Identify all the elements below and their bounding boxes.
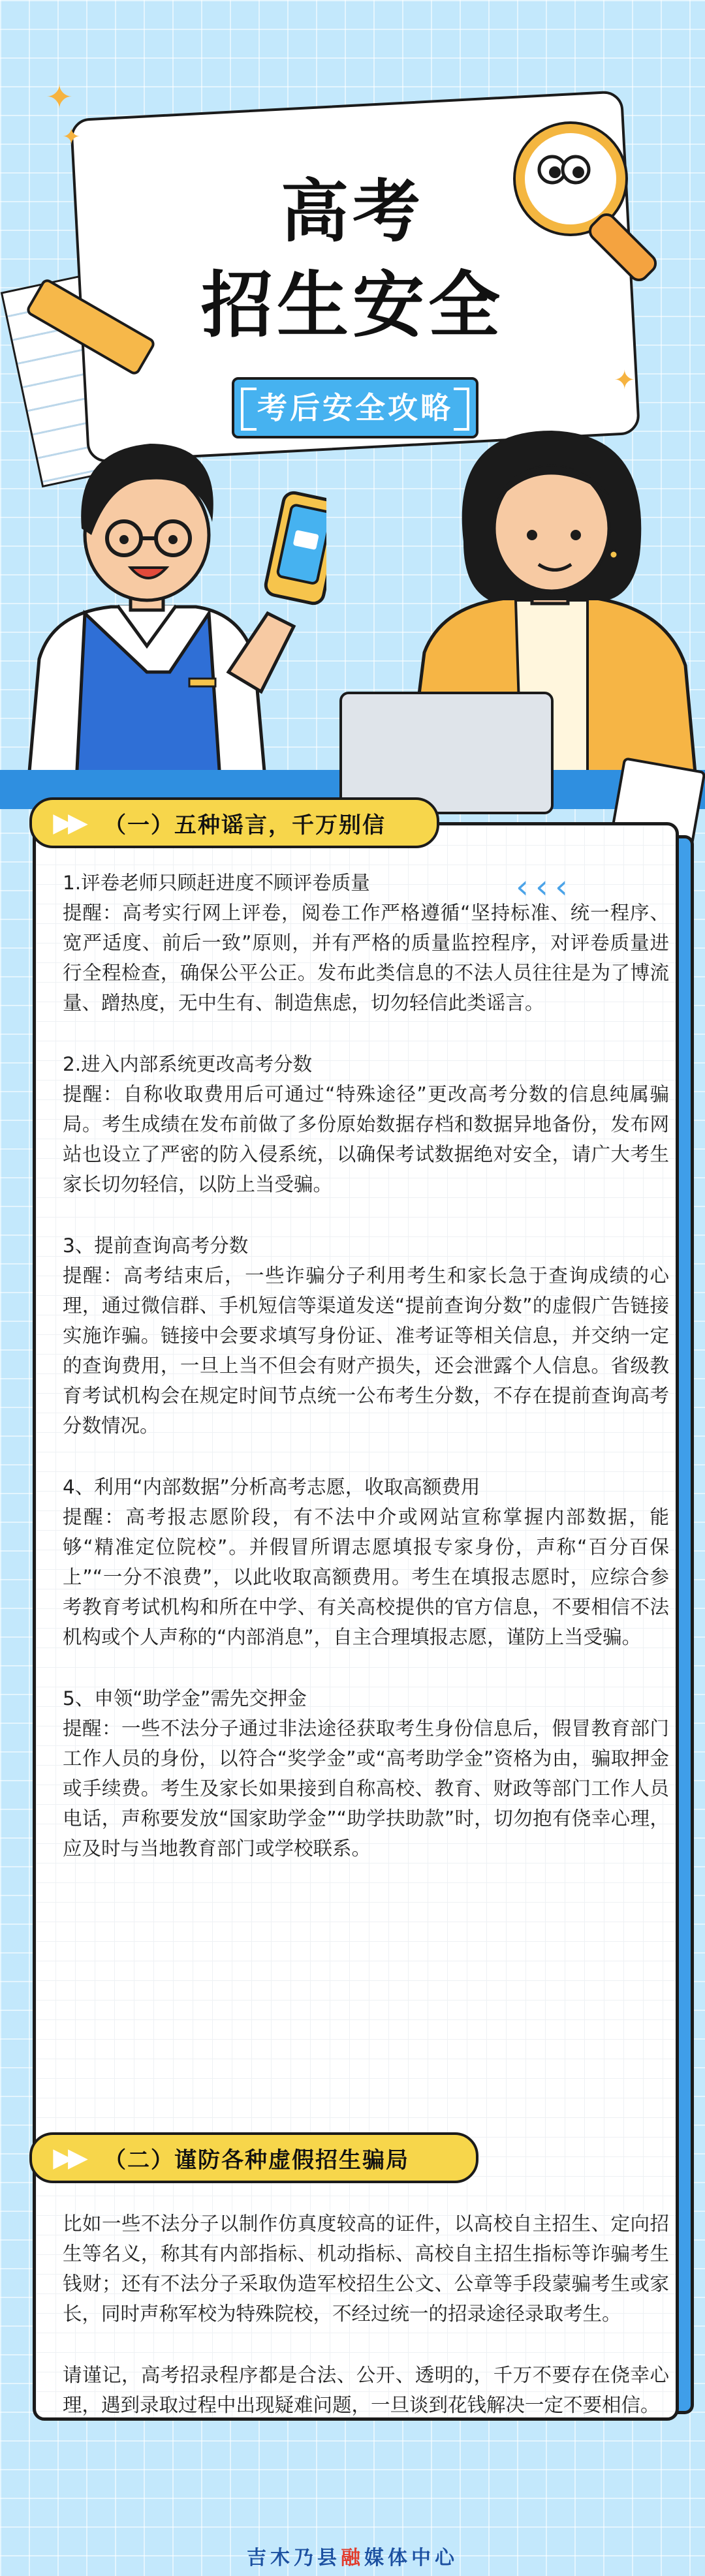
section-1-banner bbox=[29, 797, 439, 848]
laptop-icon bbox=[339, 692, 554, 814]
star-icon: ✦ bbox=[614, 365, 636, 395]
rumor-5-body: 提醒：一些不法分子通过非法途径获取考生身份信息后，假冒教育部门工作人员的身份，以符合“奖学金”或“高考助学金”资格为由，骗取押金或手续费。考生及家长如果接到自称高校、教育、财政等部门工作人员电话，声称要发放“国家助学金”“助学扶助款”时，切勿抱有侥幸心理，应及时与当地教育部门或学校联系。 bbox=[63, 1717, 669, 1860]
footer-accent: 融 bbox=[341, 2547, 364, 2569]
footer-prefix: 吉木乃县 bbox=[247, 2547, 341, 2569]
footer-suffix: 媒体中心 bbox=[364, 2547, 458, 2569]
section-2-content bbox=[63, 2209, 669, 2420]
arrows-icon: ▶▶ bbox=[53, 2143, 83, 2173]
rumor-3-heading: 3、提前查询高考分数 bbox=[63, 1234, 249, 1257]
footer-credit bbox=[0, 2541, 705, 2574]
teacher-man-illustration bbox=[13, 398, 326, 809]
rumor-2-body: 提醒：自称收取费用后可通过“特殊途径”更改高考分数的信息纯属骗局。考生成绩在发布前做了多份原始数据存档和数据异地备份，发布网站也设立了严密的防入侵系统，以确保考试数据绝对安全，请广大考生家长切勿轻信，以防上当受骗。 bbox=[63, 1083, 669, 1195]
title-line-2: 招生安全 bbox=[201, 264, 504, 347]
chevrons-decoration: ‹‹‹ bbox=[516, 868, 574, 906]
section-2-title: （二）谨防各种虚假招生骗局 bbox=[104, 2147, 409, 2173]
section-2-banner bbox=[29, 2132, 478, 2183]
arrows-icon: ▶▶ bbox=[53, 808, 83, 838]
star-icon: ✦ bbox=[62, 124, 81, 150]
section-2-paragraph: 比如一些不法分子以制作仿真度较高的证件，以高校自主招生、定向招生等名义，称其有内部指标、机动指标、高校自主招生指标等诈骗考生钱财；还有不法分子采取伪造军校招生公文、公章等手段蒙骗考生或家长，同时声称军校为特殊院校，不经过统一的招录途径录取考生。 bbox=[63, 2213, 669, 2325]
rumor-1-heading: 1.评卷老师只顾赶进度不顾评卷质量 bbox=[63, 872, 370, 894]
subtitle-badge: 考后安全攻略 bbox=[232, 377, 478, 438]
section-1-title: （一）五种谣言，千万别信 bbox=[104, 812, 386, 838]
title-line-1: 高考 bbox=[280, 172, 424, 251]
section-2-paragraph: 请谨记，高考招录程序都是合法、公开、透明的，千万不要存在侥幸心理，遇到录取过程中出现疑难问题，一旦谈到花钱解决一定不要相信。 bbox=[63, 2364, 669, 2416]
rumor-2-heading: 2.进入内部系统更改高考分数 bbox=[63, 1053, 313, 1075]
star-icon: ✦ bbox=[46, 78, 73, 116]
rumor-1-body: 提醒：高考实行网上评卷，阅卷工作严格遵循“坚持标准、统一程序、宽严适度、前后一致”原则，并有严格的质量监控程序，对评卷质量进行全程检查，确保公平公正。发布此类信息的不法人员往往是为了博流量、蹭热度，无中生有、制造焦虑，切勿轻信此类谣言。 bbox=[63, 902, 669, 1014]
rumor-5-heading: 5、申领“助学金”需先交押金 bbox=[63, 1687, 307, 1710]
section-1-content bbox=[63, 868, 669, 1863]
rumor-4-heading: 4、利用“内部数据”分析高考志愿，收取高额费用 bbox=[63, 1476, 480, 1498]
hero-illustration bbox=[0, 0, 705, 809]
rumor-3-body: 提醒：高考结束后，一些诈骗分子利用考生和家长急于查询成绩的心理，通过微信群、手机短信等渠道发送“提前查询分数”的虚假广告链接实施诈骗。链接中会要求填写身份证、准考证等相关信息，并交纳一定的查询费用，一旦上当不但会有财产损失，还会泄露个人信息。省级教育考试机构会在规定时间节点统一公布考生分数，不存在提前查询高考分数情况。 bbox=[63, 1265, 669, 1437]
rumor-4-body: 提醒：高考报志愿阶段，有不法中介或网站宣称掌握内部数据，能够“精准定位院校”。并假冒所谓志愿填报专家身份，声称“百分百保上”“一分不浪费”，以此收取高额费用。考生在填报志愿时，应综合参考教育考试机构和所在中学、有关高校提供的官方信息，不要相信不法机构或个人声称的“内部消息”，自主合理填报志愿，谨防上当受骗。 bbox=[63, 1506, 669, 1648]
